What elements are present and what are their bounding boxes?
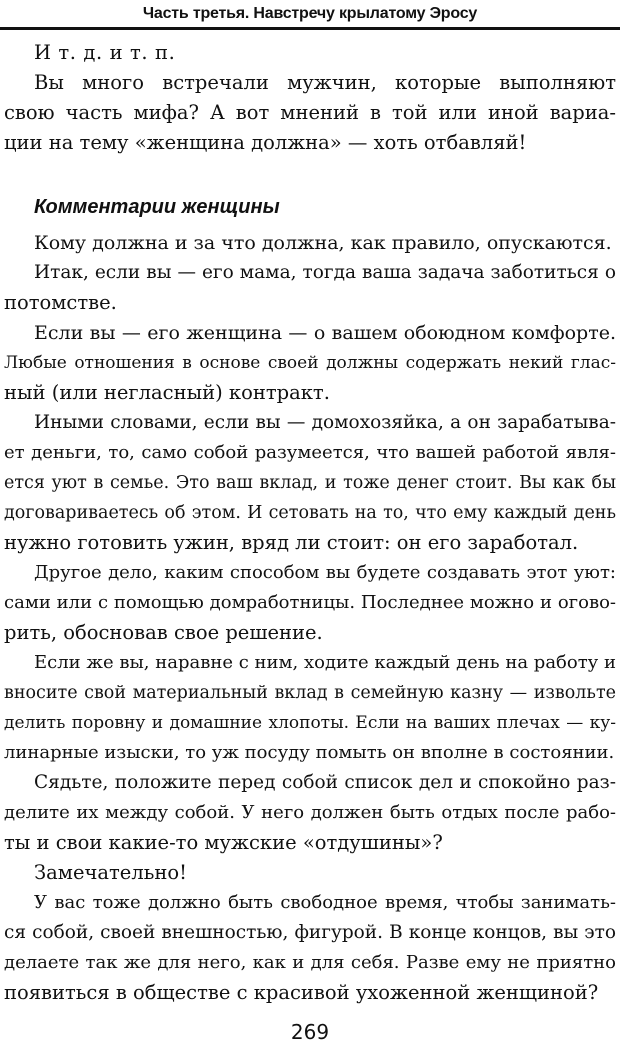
text-line: делаете так же для него, как и для себя. Разве ему не приятно bbox=[4, 952, 616, 973]
text-line: вносите свой материальный вклад в семейную казну — извольте bbox=[4, 683, 616, 703]
section-heading: Комментарии женщины bbox=[34, 196, 280, 218]
text-line: Итак, если вы — его мама, тогда ваша задача заботиться о bbox=[34, 262, 616, 283]
header-rule bbox=[0, 27, 620, 30]
text-line: свою часть мифа? А вот мнений в той или иной вариа- bbox=[4, 101, 616, 124]
running-head: Часть третья. Навстречу крылатому Эросу bbox=[142, 5, 478, 22]
text-line: ции на тему «женщина должна» — хоть отбавляй! bbox=[4, 131, 527, 154]
text-line: Иными словами, если вы — домохозяйка, а он зарабатыва- bbox=[34, 412, 616, 433]
intro-block bbox=[4, 38, 616, 158]
text-line: делите их между собой. У него должен быть отдых после рабо- bbox=[4, 802, 616, 823]
text-line: Если вы — его женщина — о вашем обоюдном комфорте. bbox=[34, 322, 616, 344]
text-line: Любые отношения в основе своей должны содержать некий глас- bbox=[4, 353, 616, 373]
text-line: ся собой, своей внешностью, фигурой. В конце концов, вы это bbox=[4, 922, 616, 943]
text-line: Другое дело, каким способом вы будете создавать этот уют: bbox=[34, 562, 616, 583]
text-line: ты и свои какие-то мужские «отдушины»? bbox=[4, 831, 443, 854]
text-line: потомстве. bbox=[4, 291, 117, 314]
text-line: договариваетесь об этом. И сетовать на то, что ему каждый день bbox=[4, 503, 616, 523]
text-line: Вы много встречали мужчин, которые выполняют bbox=[34, 71, 616, 94]
page-number: 269 bbox=[290, 1020, 330, 1044]
text-line: И т. д. и т. п. bbox=[34, 41, 176, 64]
text-line: Если же вы, наравне с ним, ходите каждый день на работу и bbox=[34, 652, 616, 673]
text-line: рить, обосновав свое решение. bbox=[4, 621, 323, 644]
text-line: Сядьте, положите перед собой список дел и спокойно раз- bbox=[34, 772, 616, 793]
text-line: линарные изыски, то уж посуду помыть он вполне в состоянии. bbox=[4, 742, 615, 763]
body-text bbox=[4, 228, 616, 1008]
text-line: Замечательно! bbox=[34, 861, 187, 884]
text-line: нужно готовить ужин, вряд ли стоит: он его заработал. bbox=[4, 531, 579, 554]
text-line: ный (или негласный) контракт. bbox=[4, 381, 330, 404]
text-line: сами или с помощью домработницы. Последнее можно и огово- bbox=[4, 592, 616, 613]
text-line: ется уют в семье. Это ваш вклад, и тоже денег стоит. Вы как бы bbox=[4, 473, 616, 493]
text-line: Кому должна и за что должна, как правило, опускаются. bbox=[34, 232, 612, 254]
text-line: делить поровну и домашние хлопоты. Если на ваших плечах — ку- bbox=[4, 713, 616, 733]
text-line: появиться в обществе с красивой ухоженной женщиной? bbox=[4, 981, 599, 1004]
text-line: У вас тоже должно быть свободное время, чтобы занимать- bbox=[34, 892, 616, 913]
text-line: ет деньги, то, само собой разумеется, что вашей работой явля- bbox=[4, 442, 616, 463]
